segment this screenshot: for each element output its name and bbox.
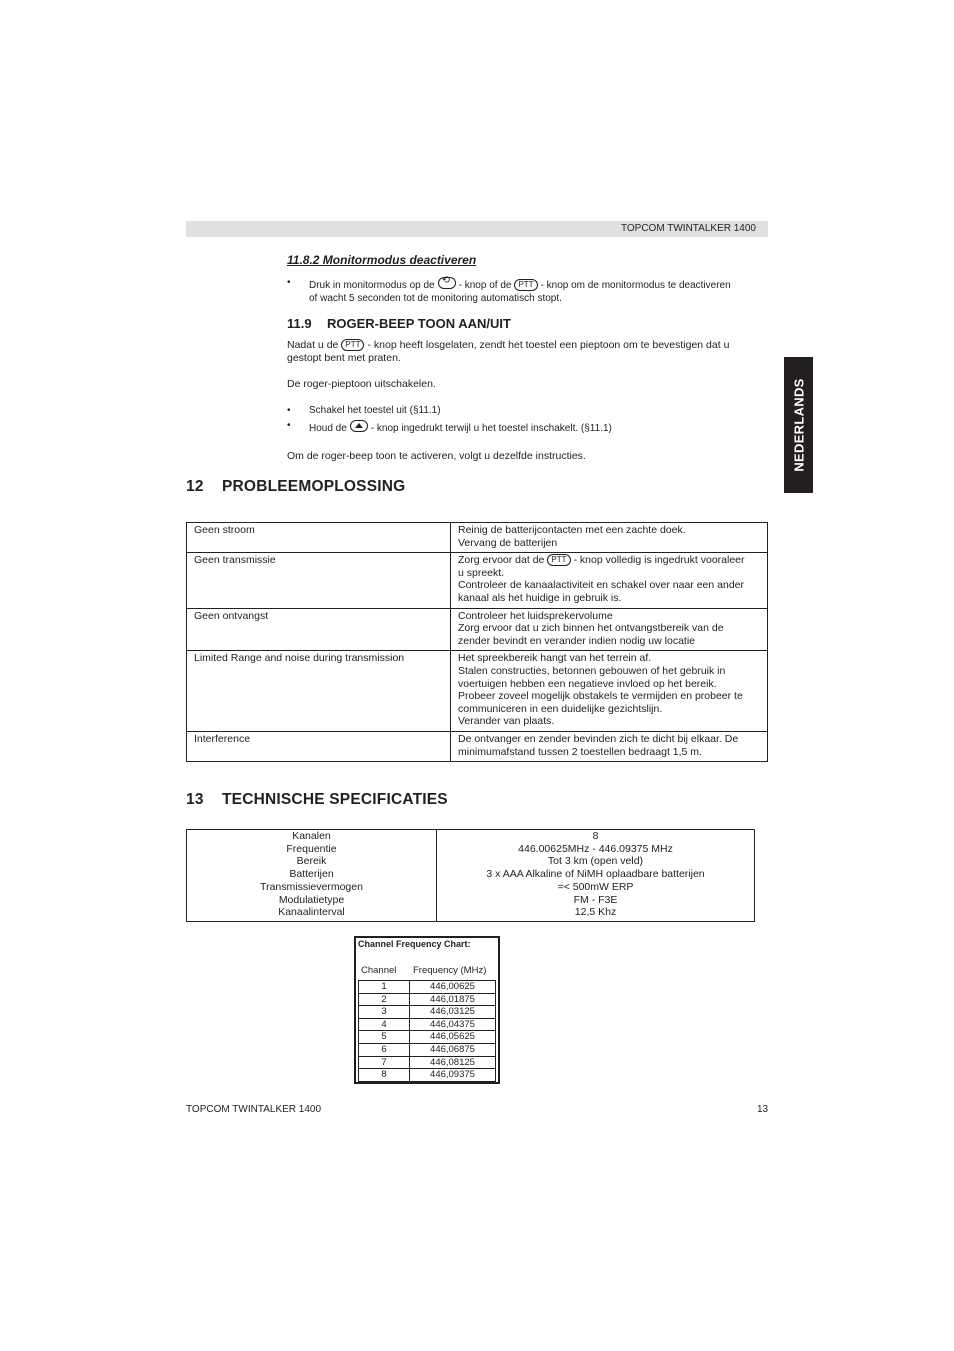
troubleshooting-table [186, 522, 768, 762]
table-row [187, 830, 755, 922]
freq-col-channel: Channel [361, 965, 397, 976]
bullet-hold-up: • Houd de - knop ingedrukt terwijl u het toestel inschakelt. (§11.1) [287, 420, 612, 434]
problem-cell: Limited Range and noise during transmission [187, 651, 451, 732]
language-tab [784, 357, 813, 493]
freq-table [358, 980, 496, 1082]
solution-cell: De ontvanger en zender bevinden zich te dicht bij elkaar. De minimumafstand tussen 2 toestellen bedraagt 1,5 m. [451, 731, 768, 761]
header-bar [186, 221, 768, 237]
table-row: 1 446,00625 [359, 981, 496, 994]
table-row: 2 446,01875 [359, 993, 496, 1006]
bullet-monitor-deactivate: • Druk in monitormodus op de⟲ - knop of de PTT - knop om de monitormodus te deactiveren of wacht 5 seconden tot de monitoring automatisch stopt. [309, 277, 769, 305]
channel-frequency-chart [354, 936, 500, 1084]
spec-labels-cell: Kanalen Frequentie Bereik Batterijen Transmissievermogen Modulatietype Kanaalinterval [187, 830, 437, 922]
ptt-button-icon: PTT [341, 339, 364, 351]
freq-col-frequency: Frequency (MHz) [413, 965, 487, 976]
solution-cell: Het spreekbereik hangt van het terrein af. Stalen constructies, betonnen gebouwen of het gebruik in voertuigen hebben een negatieve invloed op het bereik. Probeer zoveel mogelijk obstakels te vermijden en probeer te communiceren in een duidelijke gezichtslijn. Verander van plaats. [451, 651, 768, 732]
ptt-button-icon: PTT [514, 279, 537, 291]
solution-cell: Zorg ervoor dat de PTT - knop volledig is ingedrukt vooraleer u spreekt. Controleer de kanaalactiviteit en schakel over naar een ander kanaal als het huidige in gebruik is. [451, 553, 768, 608]
table-row [187, 731, 768, 761]
header-title: TOPCOM TWINTALKER 1400 [620, 223, 756, 234]
problem-cell: Geen ontvangst [187, 608, 451, 651]
subsection-title-11-8-2: 11.8.2 Monitormodus deactiveren [287, 253, 477, 267]
table-row [187, 523, 768, 553]
language-tab-label: NEDERLANDS [791, 378, 806, 472]
bullet-dot: • [287, 277, 291, 288]
footer-title: TOPCOM TWINTALKER 1400 [186, 1104, 322, 1115]
ptt-button-icon: PTT [547, 554, 570, 566]
problem-cell: Geen stroom [187, 523, 451, 553]
table-row: 8 446,09375 [359, 1069, 496, 1082]
problem-cell: Geen transmissie [187, 553, 451, 608]
section-heading-11-9 [287, 316, 511, 331]
table-row: 6 446,06875 [359, 1043, 496, 1056]
up-button-icon [350, 420, 368, 432]
table-row: 4 446,04375 [359, 1018, 496, 1031]
section-title: ROGER-BEEP TOON AAN/UIT [327, 316, 511, 331]
roger-beep-paragraph: Nadat u de PTT - knop heeft losgelaten, zendt het toestel een pieptoon om te bevestigen dat u gestopt bent met praten. [287, 339, 730, 364]
table-row: 3 446,03125 [359, 1006, 496, 1019]
page-number: 13 [757, 1104, 769, 1115]
table-row: 7 446,08125 [359, 1056, 496, 1069]
spec-values-cell: 8 446.00625MHz - 446.09375 MHz Tot 3 km (open veld) 3 x AAA Alkaline of NiMH oplaadbare batterijen =< 500mW ERP FM - F3E 12,5 Khz [437, 830, 755, 922]
freq-chart-title: Channel Frequency Chart: [358, 939, 471, 949]
monitor-button-icon [438, 277, 456, 289]
table-row: 5 446,05625 [359, 1031, 496, 1044]
section-heading-12: 12 PROBLEEMOPLOSSING [186, 478, 406, 495]
table-row [187, 608, 768, 651]
table-row [187, 553, 768, 608]
specifications-table [186, 829, 755, 922]
bullet-switch-off: • Schakel het toestel uit (§11.1) [287, 405, 441, 416]
section-heading-13: 13 TECHNISCHE SPECIFICATIES [186, 791, 448, 808]
solution-cell: Reinig de batterijcontacten met een zachte doek. Vervang de batterijen [451, 523, 768, 553]
solution-cell: Controleer het luidsprekervolume Zorg ervoor dat u zich binnen het ontvangstbereik van de zender bevindt en verander indien nodig uw locatie [451, 608, 768, 651]
table-row [187, 651, 768, 732]
roger-beep-off-text: De roger-pieptoon uitschakelen. [287, 378, 436, 390]
section-number: 11.9 [287, 316, 312, 331]
roger-beep-on-text: Om de roger-beep toon te activeren, volgt u dezelfde instructies. [287, 450, 586, 462]
problem-cell: Interference [187, 731, 451, 761]
